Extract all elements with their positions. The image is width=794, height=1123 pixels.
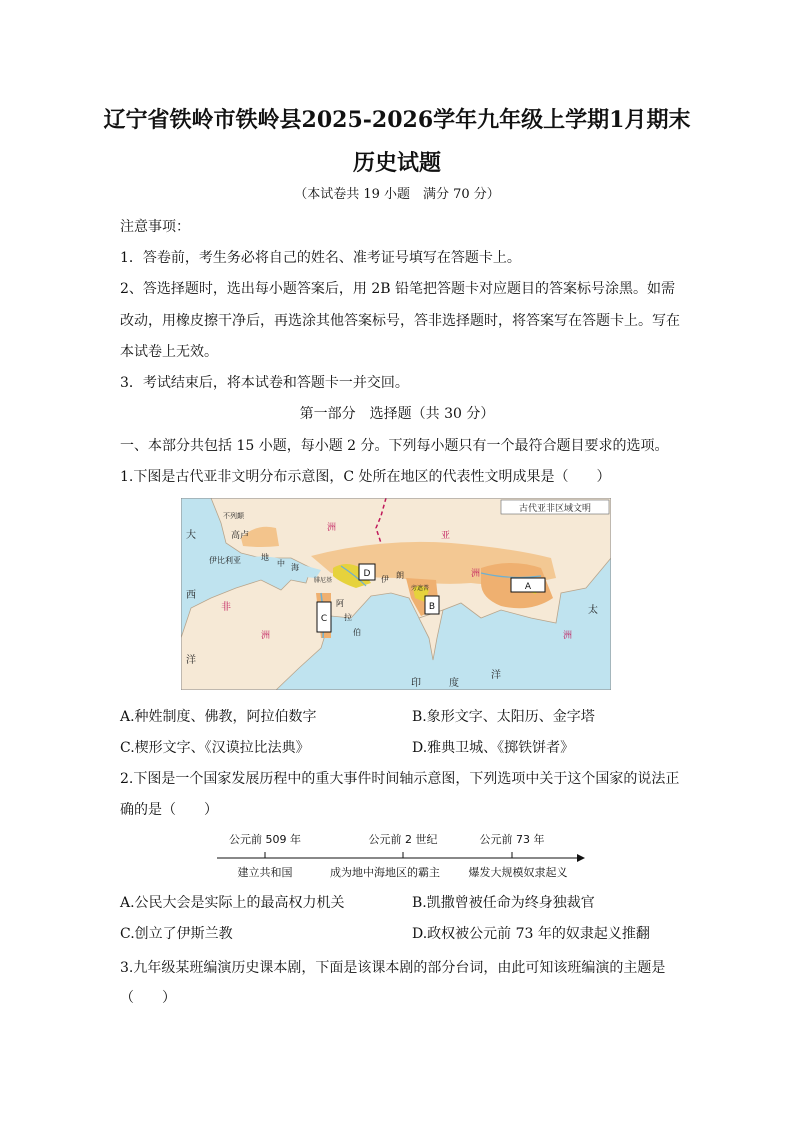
- map-label-yin: 印: [411, 678, 421, 689]
- map-label-a: 阿: [336, 599, 344, 608]
- section-instruction: 一、本部分共包括 15 小题，每小题 2 分。下列每小题只有一个最符合题目要求的选项。: [120, 438, 669, 454]
- map-label-xi: 西: [186, 590, 196, 601]
- map-box-b: B: [428, 602, 436, 612]
- q2-stem-line1: 2.下图是一个国家发展历程中的重大事件时间轴示意图，下列选项中关于这个国家的说法正: [120, 771, 680, 787]
- map-label-bo: 伯: [353, 628, 361, 637]
- map-label-zhong: 中: [277, 559, 285, 568]
- note-2-line3: 本试卷上无效。: [120, 344, 218, 360]
- q3-stem-line2: （ ）: [120, 990, 176, 1006]
- map-label-la: 拉: [344, 613, 352, 622]
- map-label-di: 地: [261, 553, 269, 562]
- map-label-iberia: 伊比利亚: [209, 556, 241, 565]
- timeline: [215, 828, 595, 884]
- q2-option-c: C.创立了伊斯兰教: [120, 926, 233, 942]
- map-title: 古代亚非区域文明: [518, 504, 592, 514]
- map-label-du: 度: [449, 678, 459, 689]
- timeline-date-1: 公元前 509 年: [229, 833, 301, 846]
- map-label-yang-2: 洋: [491, 670, 501, 681]
- note-2-line2: 改动，用橡皮擦干净后，再选涂其他答案标号，答非选择题时，将答案写在答题卡上。写在: [120, 313, 680, 329]
- note-2-line1: 2、答选择题时，选出每小题答案后，用 2B 铅笔把答题卡对应题目的答案标号涂黑。如需: [120, 281, 676, 297]
- q1-option-a: A.种姓制度、佛教，阿拉伯数字: [120, 709, 317, 725]
- q1-option-c: C.楔形文字、《汉谟拉比法典》: [120, 740, 310, 756]
- map-label-lang: 朗: [396, 571, 404, 580]
- map-label-zhou-4: 洲: [563, 631, 573, 641]
- q1-option-d: D.雅典卫城、《掷铁饼者》: [412, 740, 575, 756]
- notes-heading: 注意事项：: [120, 219, 190, 235]
- map-label-britain: 不列颠: [223, 512, 244, 520]
- doc-subtitle: （本试卷共 19 小题 满分 70 分）: [294, 187, 500, 202]
- timeline-event-1: 建立共和国: [237, 866, 293, 879]
- map-label-punjab: 旁遮普: [411, 585, 430, 592]
- part1-heading: 第一部分 选择题（共 30 分）: [299, 406, 495, 422]
- doc-title-line2: 历史试题: [352, 150, 441, 176]
- map-box-c: C: [320, 614, 328, 624]
- civilization-map: [181, 498, 611, 690]
- q2-option-a: A.公民大会是实际上的最高权力机关: [120, 895, 345, 911]
- timeline-date-2: 公元前 2 世纪: [368, 833, 438, 846]
- map-label-tai: 太: [588, 605, 598, 616]
- q2-option-d: D.政权被公元前 73 年的奴隶起义推翻: [412, 926, 650, 942]
- map-label-hai: 海: [291, 563, 299, 572]
- q1-stem: 1.下图是古代亚非文明分布示意图，C 处所在地区的代表性文明成果是（ ）: [120, 469, 611, 485]
- map-label-zhou-2: 洲: [471, 569, 481, 579]
- map-box-a: A: [524, 582, 532, 592]
- doc-title-line1: 辽宁省铁岭市铁岭县2025-2026学年九年级上学期1月期末: [103, 107, 691, 133]
- note-3: 3．考试结束后，将本试卷和答题卡一并交回。: [120, 375, 409, 391]
- map-label-yang: 洋: [186, 655, 196, 666]
- map-label-phoenicia: 腓尼基: [314, 577, 333, 584]
- map-label-fei: 非: [221, 602, 231, 613]
- map-box-d: D: [363, 569, 371, 579]
- timeline-event-3: 爆发大规模奴隶起义: [468, 866, 568, 879]
- note-1: 1．答卷前，考生务必将自己的姓名、准考证号填写在答题卡上。: [120, 250, 521, 266]
- q2-option-b: B.凯撒曾被任命为终身独裁官: [412, 895, 595, 911]
- timeline-event-2: 成为地中海地区的霸主: [330, 866, 440, 879]
- q3-stem-line1: 3.九年级某班编演历史课本剧，下面是该课本剧的部分台词，由此可知该班编演的主题是: [120, 960, 666, 976]
- map-label-zhou: 洲: [327, 523, 337, 533]
- q1-option-b: B.象形文字、太阳历、金字塔: [412, 709, 595, 725]
- map-label-ya: 亚: [441, 531, 451, 541]
- map-label-da: 大: [186, 530, 196, 541]
- q2-stem-line2: 确的是（ ）: [120, 802, 218, 818]
- map-label-yi: 伊: [381, 575, 389, 584]
- map-label-zhou-3: 洲: [261, 631, 271, 641]
- timeline-date-3: 公元前 73 年: [479, 833, 545, 846]
- map-label-gaul: 高卢: [231, 531, 250, 541]
